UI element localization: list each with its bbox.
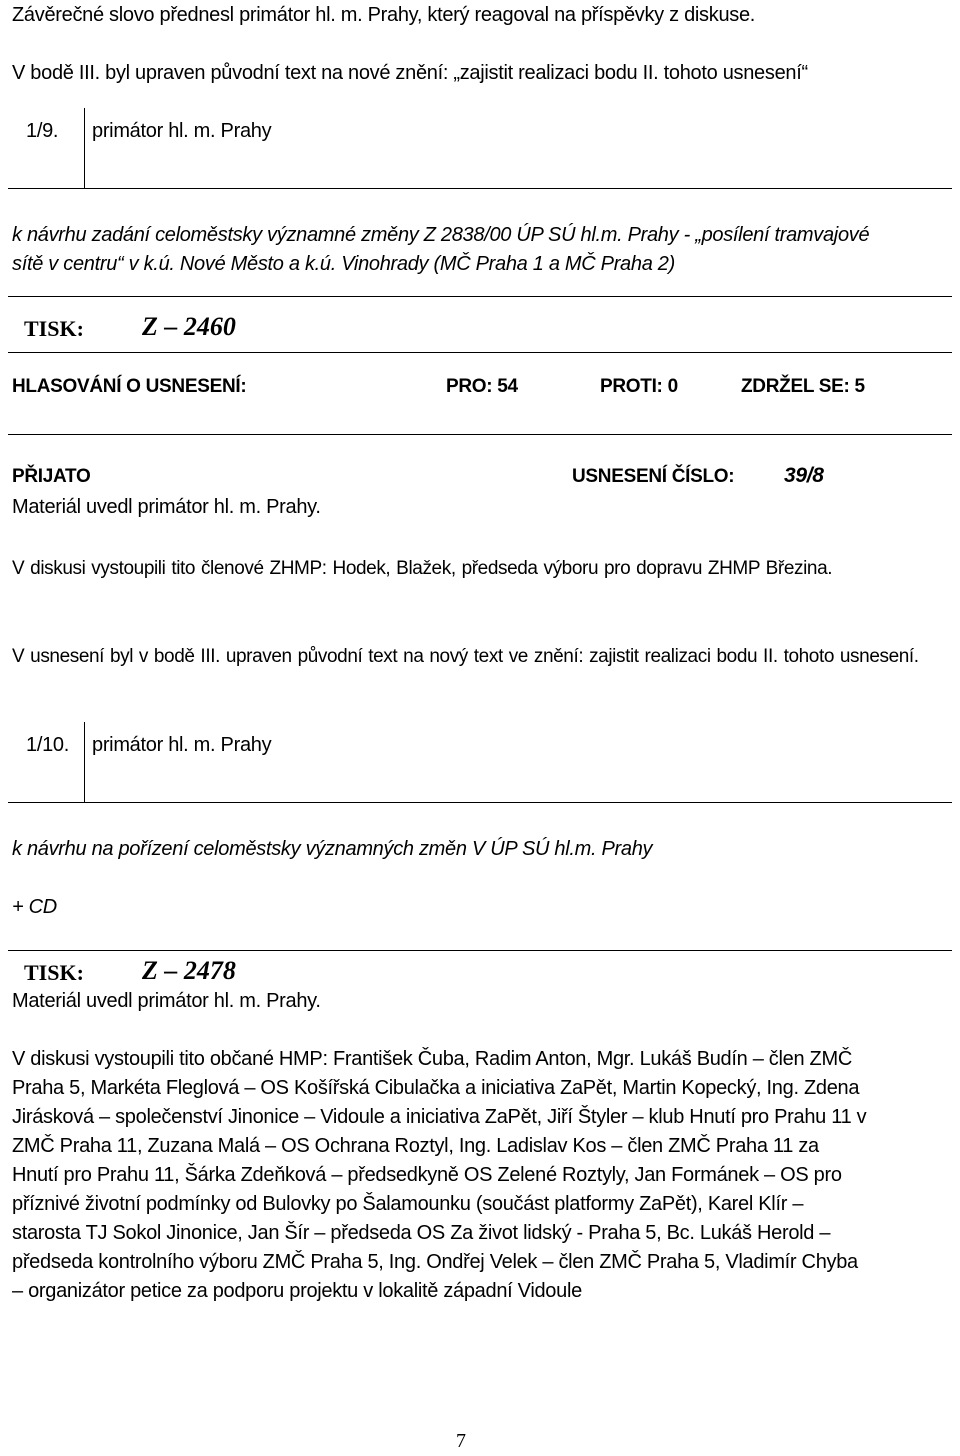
tisk-number: Z – 2460	[142, 312, 236, 341]
item-title-line-2: + CD	[12, 896, 57, 918]
discussion-line: starosta TJ Sokol Jinonice, Jan Šír – předseda OS Za život lidský - Praha 5, Bc. Lukáš Herold –	[12, 1222, 831, 1244]
discussion-line: Jirásková – společenství Jinonice – Vidoule a iniciativa ZaPět, Jiří Štyler – klub Hnutí pro Prahu 11 v	[12, 1106, 867, 1128]
item-presenter: primátor hl. m. Prahy	[92, 120, 272, 142]
discussion-line: – organizátor petice za podporu projektu v lokalitě západní Vidoule	[12, 1280, 582, 1302]
discussion-line: Praha 5, Markéta Fleglová – OS Košířská Cibulačka a iniciativa ZaPět, Martin Kopecký, Ing. Zdena	[12, 1077, 860, 1099]
vote-against: PROTI: 0	[600, 376, 678, 397]
resolution-number: 39/8	[784, 464, 824, 487]
table-divider	[84, 722, 85, 802]
tisk-number: Z – 2478	[142, 956, 236, 985]
item-presenter: primátor hl. m. Prahy	[92, 734, 272, 756]
amendment-paragraph: V usnesení byl v bodě III. upraven původní text na nový text ve znění: zajistit realizaci bodu II. tohoto usnesení.	[12, 646, 919, 667]
item-title-line-1: k návrhu zadání celoměstsky významné změny Z 2838/00 ÚP SÚ hl.m. Prahy - „posílení tramvajové	[12, 224, 870, 246]
section-rule	[8, 188, 952, 189]
discussion-line: ZMČ Praha 11, Zuzana Malá – OS Ochrana Roztyl, Ing. Ladislav Kos – člen ZMČ Praha 11 za	[12, 1135, 819, 1157]
material-presenter: Materiál uvedl primátor hl. m. Prahy.	[12, 496, 321, 518]
tisk-label: TISK:	[24, 316, 84, 341]
intro-line-2: V bodě III. byl upraven původní text na nové znění: „zajistit realizaci bodu II. tohoto usnesení“	[12, 62, 808, 84]
vote-abstain: ZDRŽEL SE: 5	[741, 376, 865, 397]
section-rule	[8, 296, 952, 297]
page-number: 7	[456, 1430, 466, 1452]
section-rule	[8, 434, 952, 435]
discussion-paragraph: V diskusi vystoupili tito členové ZHMP: Hodek, Blažek, předseda výboru pro dopravu ZHMP Březina.	[12, 558, 833, 579]
material-presenter: Materiál uvedl primátor hl. m. Prahy.	[12, 990, 321, 1012]
section-rule	[8, 802, 952, 803]
item-number: 1/10.	[26, 734, 69, 756]
discussion-line: příznivé životní podmínky od Bulovky po Šalamounku (součást platformy ZaPět), Karel Klír –	[12, 1193, 804, 1215]
vote-label: HLASOVÁNÍ O USNESENÍ:	[12, 376, 247, 397]
discussion-line: Hnutí pro Prahu 11, Šárka Zdeňková – předsedkyně OS Zelené Roztyly, Jan Formánek – OS pro	[12, 1164, 842, 1186]
discussion-line: V diskusi vystoupili tito občané HMP: František Čuba, Radim Anton, Mgr. Lukáš Budín – člen ZMČ	[12, 1048, 852, 1070]
item-title-line-1: k návrhu na pořízení celoměstsky významných změn V ÚP SÚ hl.m. Prahy	[12, 838, 653, 860]
discussion-line: předseda kontrolního výboru ZMČ Praha 5, Ing. Ondřej Velek – člen ZMČ Praha 5, Vladimír Chyba	[12, 1251, 858, 1273]
tisk-label: TISK:	[24, 960, 84, 985]
result-status: PŘIJATO	[12, 466, 91, 487]
resolution-label: USNESENÍ ČÍSLO:	[572, 466, 735, 487]
vote-for: PRO: 54	[446, 376, 518, 397]
table-divider	[84, 108, 85, 188]
intro-line-1: Závěrečné slovo přednesl primátor hl. m. Prahy, který reagoval na příspěvky z diskuse.	[12, 4, 756, 26]
item-title-line-2: sítě v centru“ v k.ú. Nové Město a k.ú. Vinohrady (MČ Praha 1 a MČ Praha 2)	[12, 253, 675, 275]
section-rule	[8, 950, 952, 951]
section-rule	[8, 352, 952, 353]
item-number: 1/9.	[26, 120, 59, 142]
